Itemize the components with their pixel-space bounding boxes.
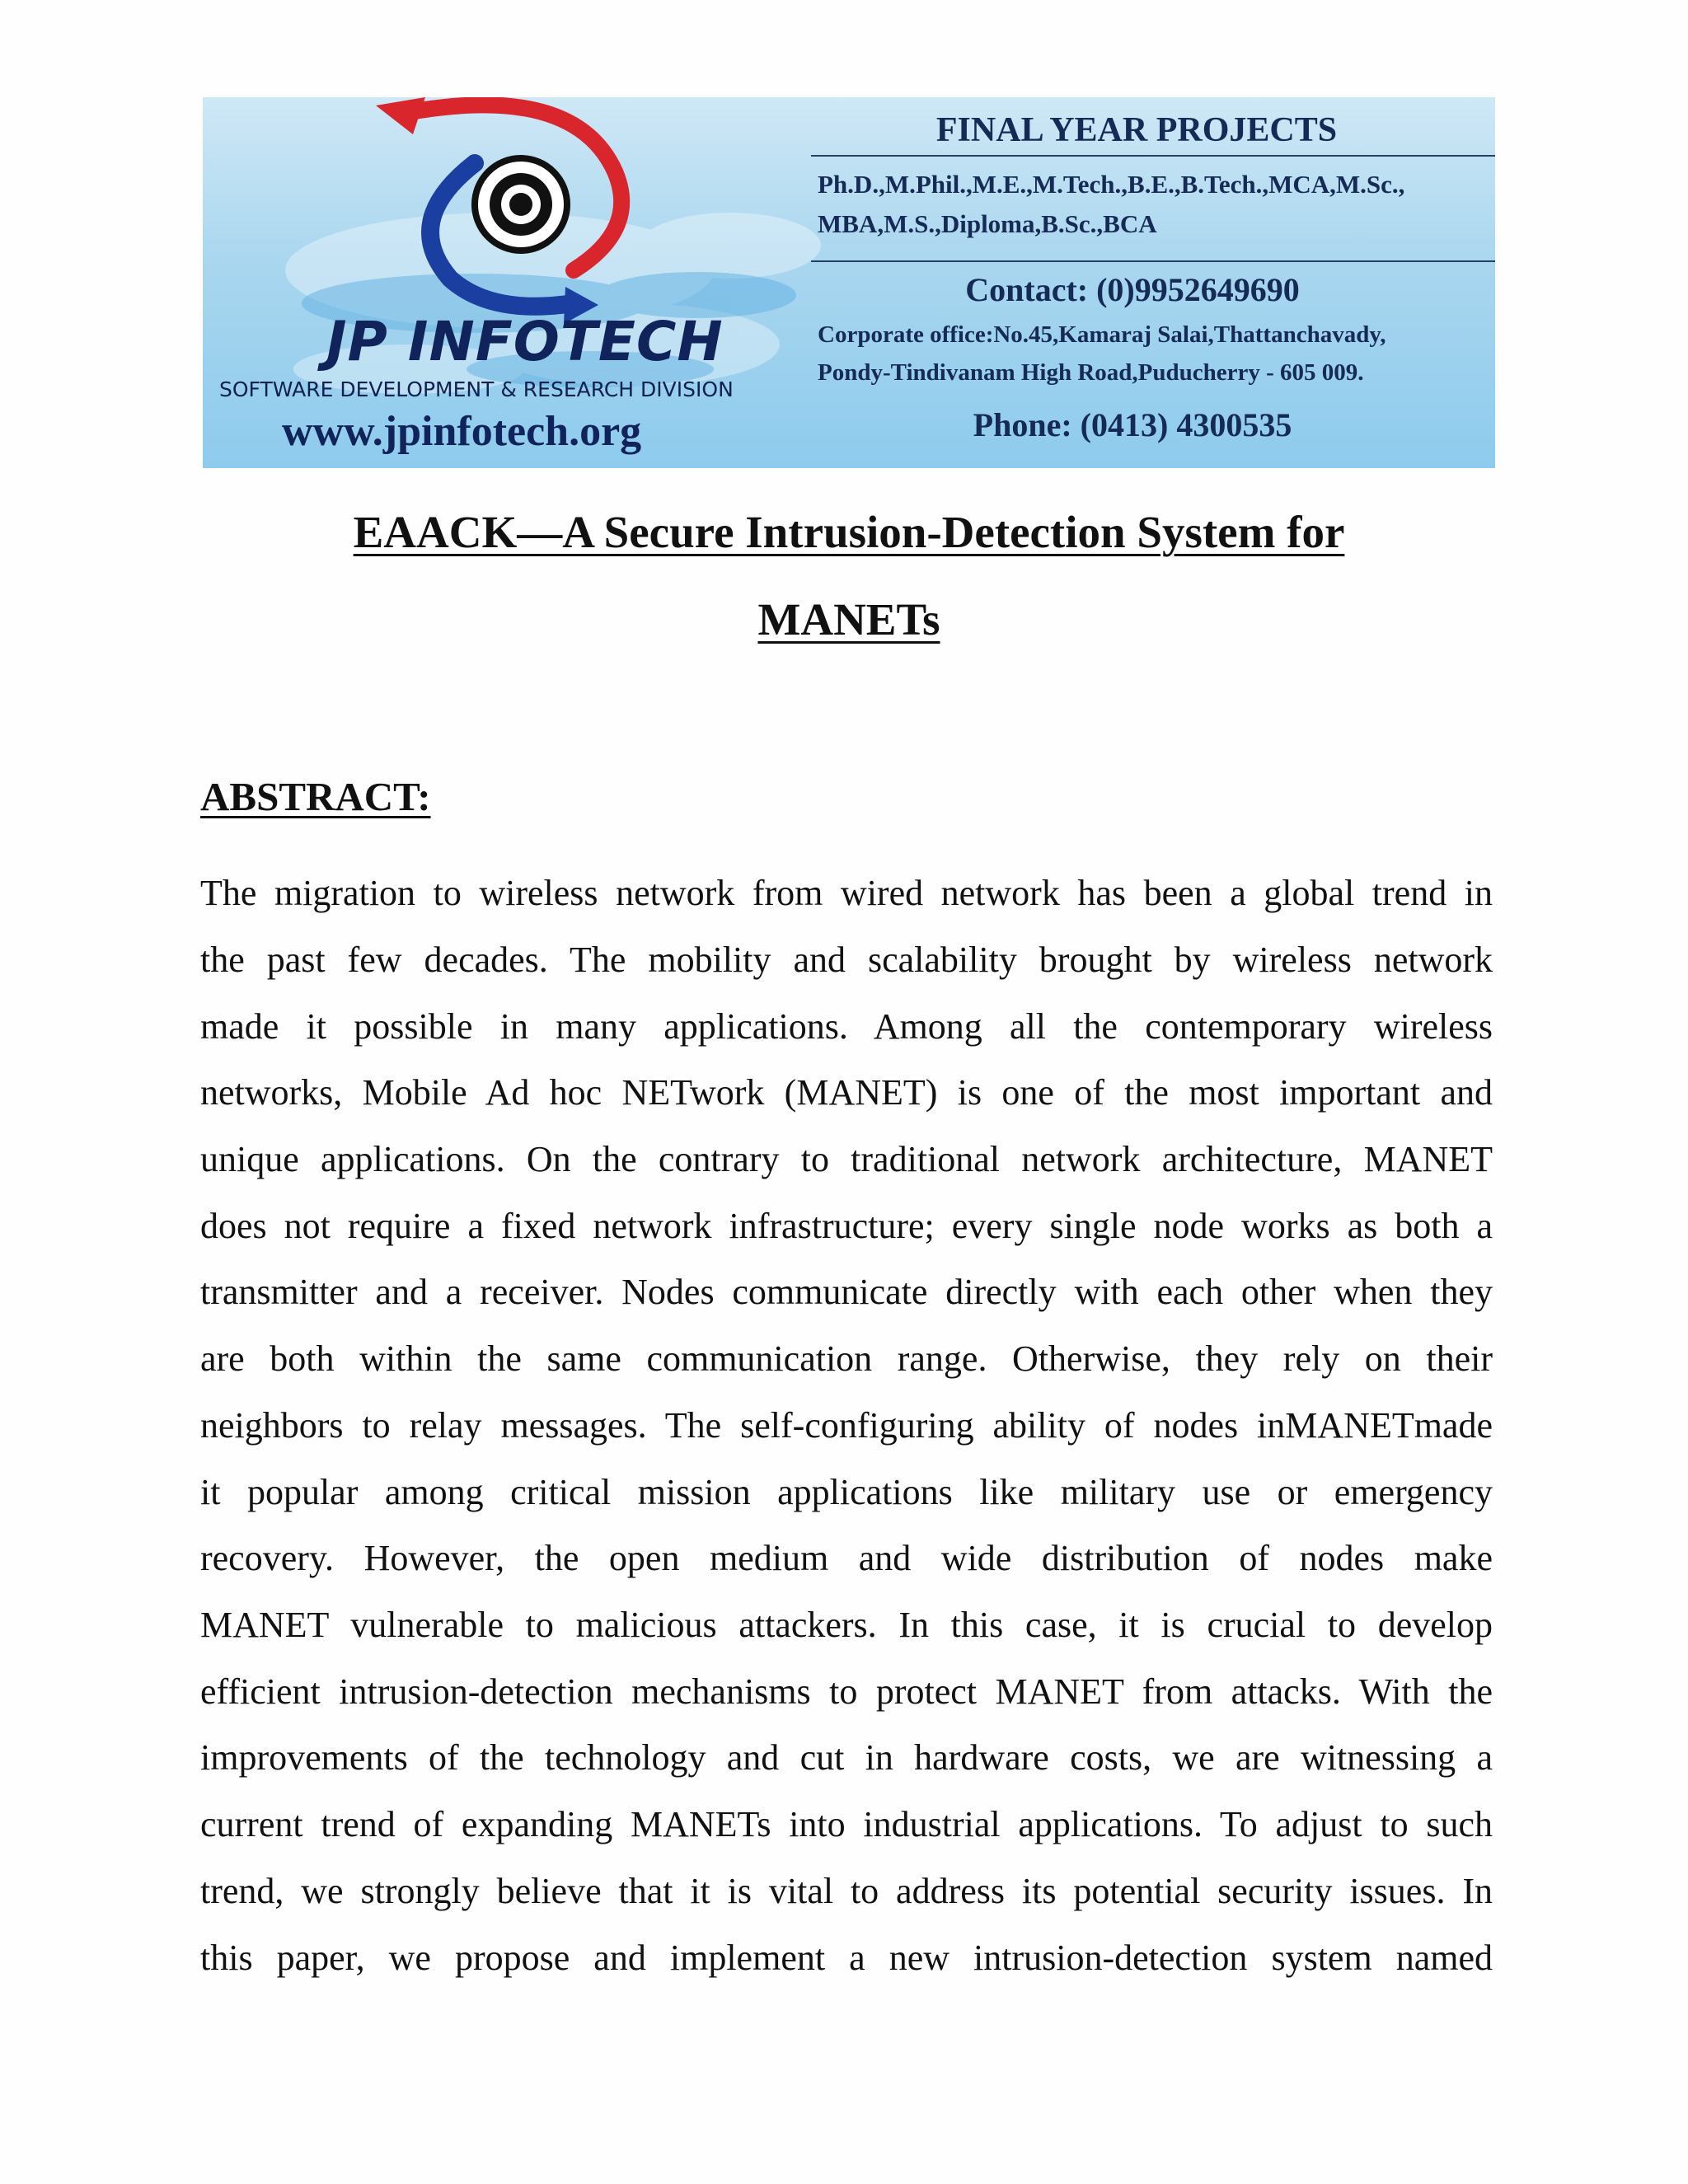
address-line: Corporate office:No.45,Kamaraj Salai,Thattanchavady, xyxy=(818,321,1386,348)
abstract-line: does not require a fixed network infrastructure; every single node works as both a xyxy=(200,1206,1493,1246)
abstract-line: The migration to wireless network from wired network has been a global trend in xyxy=(200,873,1493,913)
address-line: Pondy-Tindivanam High Road,Puducherry - 605 009. xyxy=(818,359,1364,386)
abstract-line: recovery. However, the open medium and wide distribution of nodes make xyxy=(200,1538,1493,1578)
banner-divider xyxy=(811,155,1495,157)
banner-info-panel xyxy=(811,97,1495,468)
abstract-line: it popular among critical mission applications like military use or emergency xyxy=(200,1472,1493,1512)
degrees-line: Ph.D.,M.Phil.,M.E.,M.Tech.,B.E.,B.Tech.,MCA,M.Sc., xyxy=(818,170,1405,199)
abstract-line: this paper, we propose and implement a new intrusion-detection system named xyxy=(200,1938,1493,1978)
abstract-line: neighbors to relay messages. The self-configuring ability of nodes inMANETmade xyxy=(200,1405,1493,1446)
document-title-line: MANETs xyxy=(757,594,940,644)
abstract-line: MANET vulnerable to malicious attackers. In this case, it is crucial to develop xyxy=(200,1605,1493,1645)
document-title-line: EAACK—A Secure Intrusion-Detection System for xyxy=(353,507,1345,557)
abstract-line: current trend of expanding MANETs into industrial applications. To adjust to such xyxy=(200,1804,1493,1844)
logo-name: JP INFOTECH xyxy=(326,310,724,373)
abstract-line: made it possible in many applications. Among all the contemporary wireless xyxy=(200,1006,1493,1047)
logo-subtitle: SOFTWARE DEVELOPMENT & RESEARCH DIVISION xyxy=(219,377,734,401)
contact-number: Contact: (0)9952649690 xyxy=(965,271,1300,308)
header-banner xyxy=(203,97,1495,468)
phone-number: Phone: (0413) 4300535 xyxy=(973,406,1292,443)
banner-heading: FINAL YEAR PROJECTS xyxy=(935,111,1338,149)
abstract-line: networks, Mobile Ad hoc NETwork (MANET) is one of the most important and xyxy=(200,1072,1493,1113)
abstract-line: unique applications. On the contrary to traditional network architecture, MANET xyxy=(200,1139,1493,1179)
abstract-line: the past few decades. The mobility and scalability brought by wireless network xyxy=(200,940,1493,980)
abstract-line: trend, we strongly believe that it is vital to address its potential security issues. In xyxy=(200,1871,1493,1911)
jp-infotech-logo-icon xyxy=(326,97,837,344)
degrees-line: MBA,M.S.,Diploma,B.Sc.,BCA xyxy=(818,209,1157,238)
banner-divider xyxy=(811,260,1495,262)
abstract-line: transmitter and a receiver. Nodes communicate directly with each other when they xyxy=(200,1272,1493,1312)
abstract-line: are both within the same communication range. Otherwise, they rely on their xyxy=(200,1338,1493,1379)
website-url: www.jpinfotech.org xyxy=(282,408,642,455)
abstract-line: efficient intrusion-detection mechanisms to protect MANET from attacks. With the xyxy=(200,1671,1493,1712)
abstract-heading: ABSTRACT: xyxy=(200,774,431,819)
abstract-line: improvements of the technology and cut in hardware costs, we are witnessing a xyxy=(200,1737,1493,1778)
